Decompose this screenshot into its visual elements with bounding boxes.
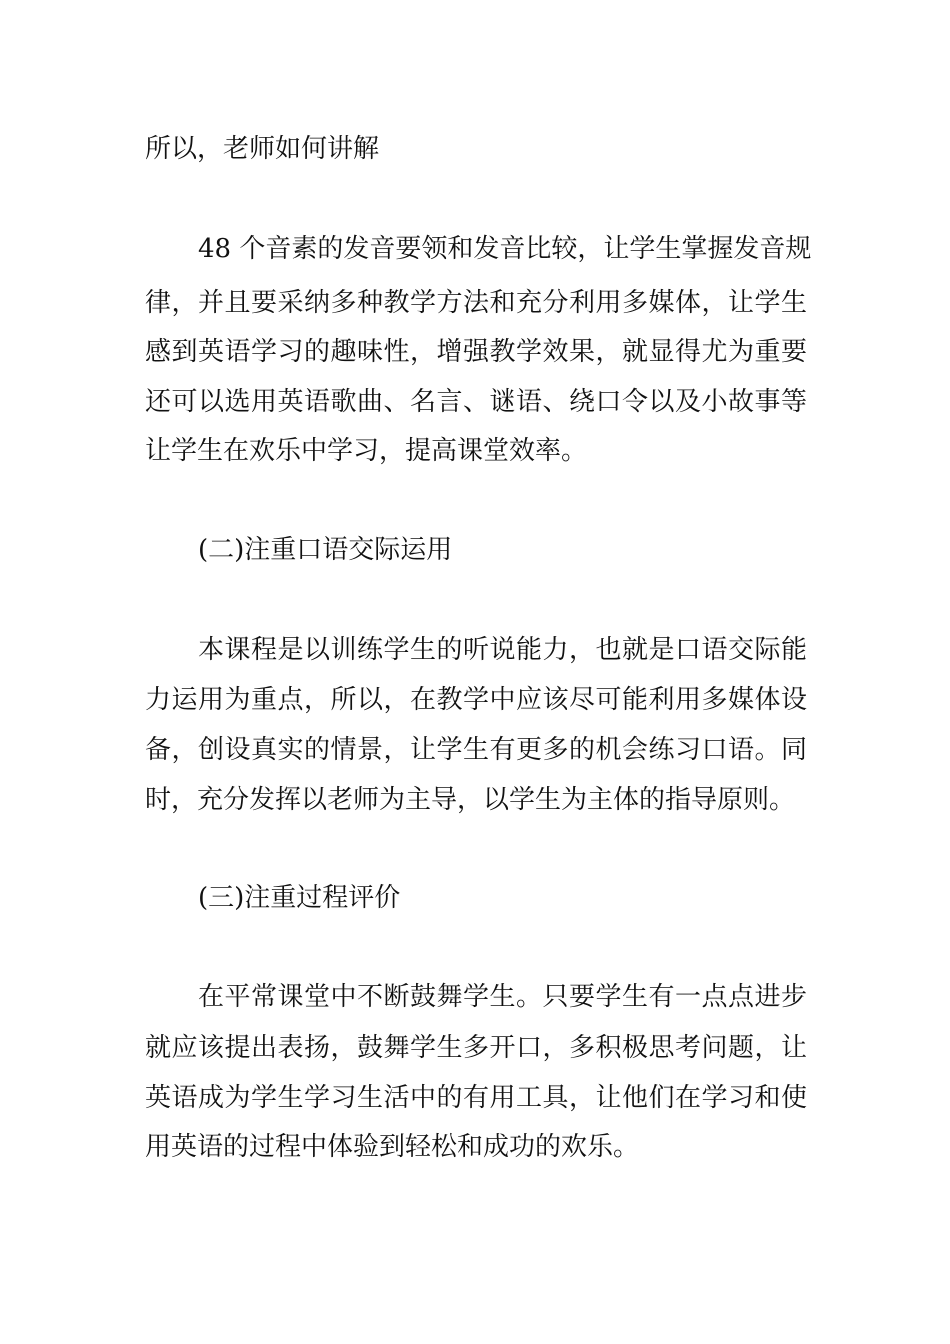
paragraph-oral-line-1: 本课程是以训练学生的听说能力，也就是口语交际能 — [198, 635, 807, 665]
section-heading-2: (二)注重口语交际运用 — [198, 535, 453, 565]
paragraph-phonetics-line-2: 律，并且要采纳多种教学方法和充分利用多媒体，让学生 — [145, 288, 807, 318]
paragraph-evaluation-line-2: 就应该提出表扬，鼓舞学生多开口，多积极思考问题，让 — [145, 1033, 807, 1063]
section-heading-3: (三)注重过程评价 — [198, 883, 401, 913]
paragraph-oral-line-4: 时，充分发挥以老师为主导，以学生为主体的指导原则。 — [145, 785, 796, 815]
paragraph-intro-line: 所以，老师如何讲解 — [145, 134, 380, 164]
paragraph-oral-line-2: 力运用为重点，所以，在教学中应该尽可能利用多媒体设 — [145, 685, 807, 715]
paragraph-evaluation-line-4: 用英语的过程中体验到轻松和成功的欢乐。 — [145, 1132, 640, 1162]
paragraph-evaluation-line-3: 英语成为学生学习生活中的有用工具，让他们在学习和使 — [145, 1083, 807, 1113]
paragraph-phonetics-line-1: 48 个音素的发音要领和发音比较，让学生掌握发音规 — [198, 234, 812, 264]
paragraph-phonetics-line-3: 感到英语学习的趣味性，增强教学效果，就显得尤为重要 — [145, 337, 807, 367]
paragraph-oral-line-3: 备，创设真实的情景，让学生有更多的机会练习口语。同 — [145, 735, 807, 765]
paragraph-phonetics-line-5: 让学生在欢乐中学习，提高课堂效率。 — [145, 436, 588, 466]
paragraph-phonetics-line-4: 还可以选用英语歌曲、名言、谜语、绕口令以及小故事等 — [145, 387, 807, 417]
paragraph-evaluation-line-1: 在平常课堂中不断鼓舞学生。只要学生有一点点进步 — [198, 982, 807, 1012]
